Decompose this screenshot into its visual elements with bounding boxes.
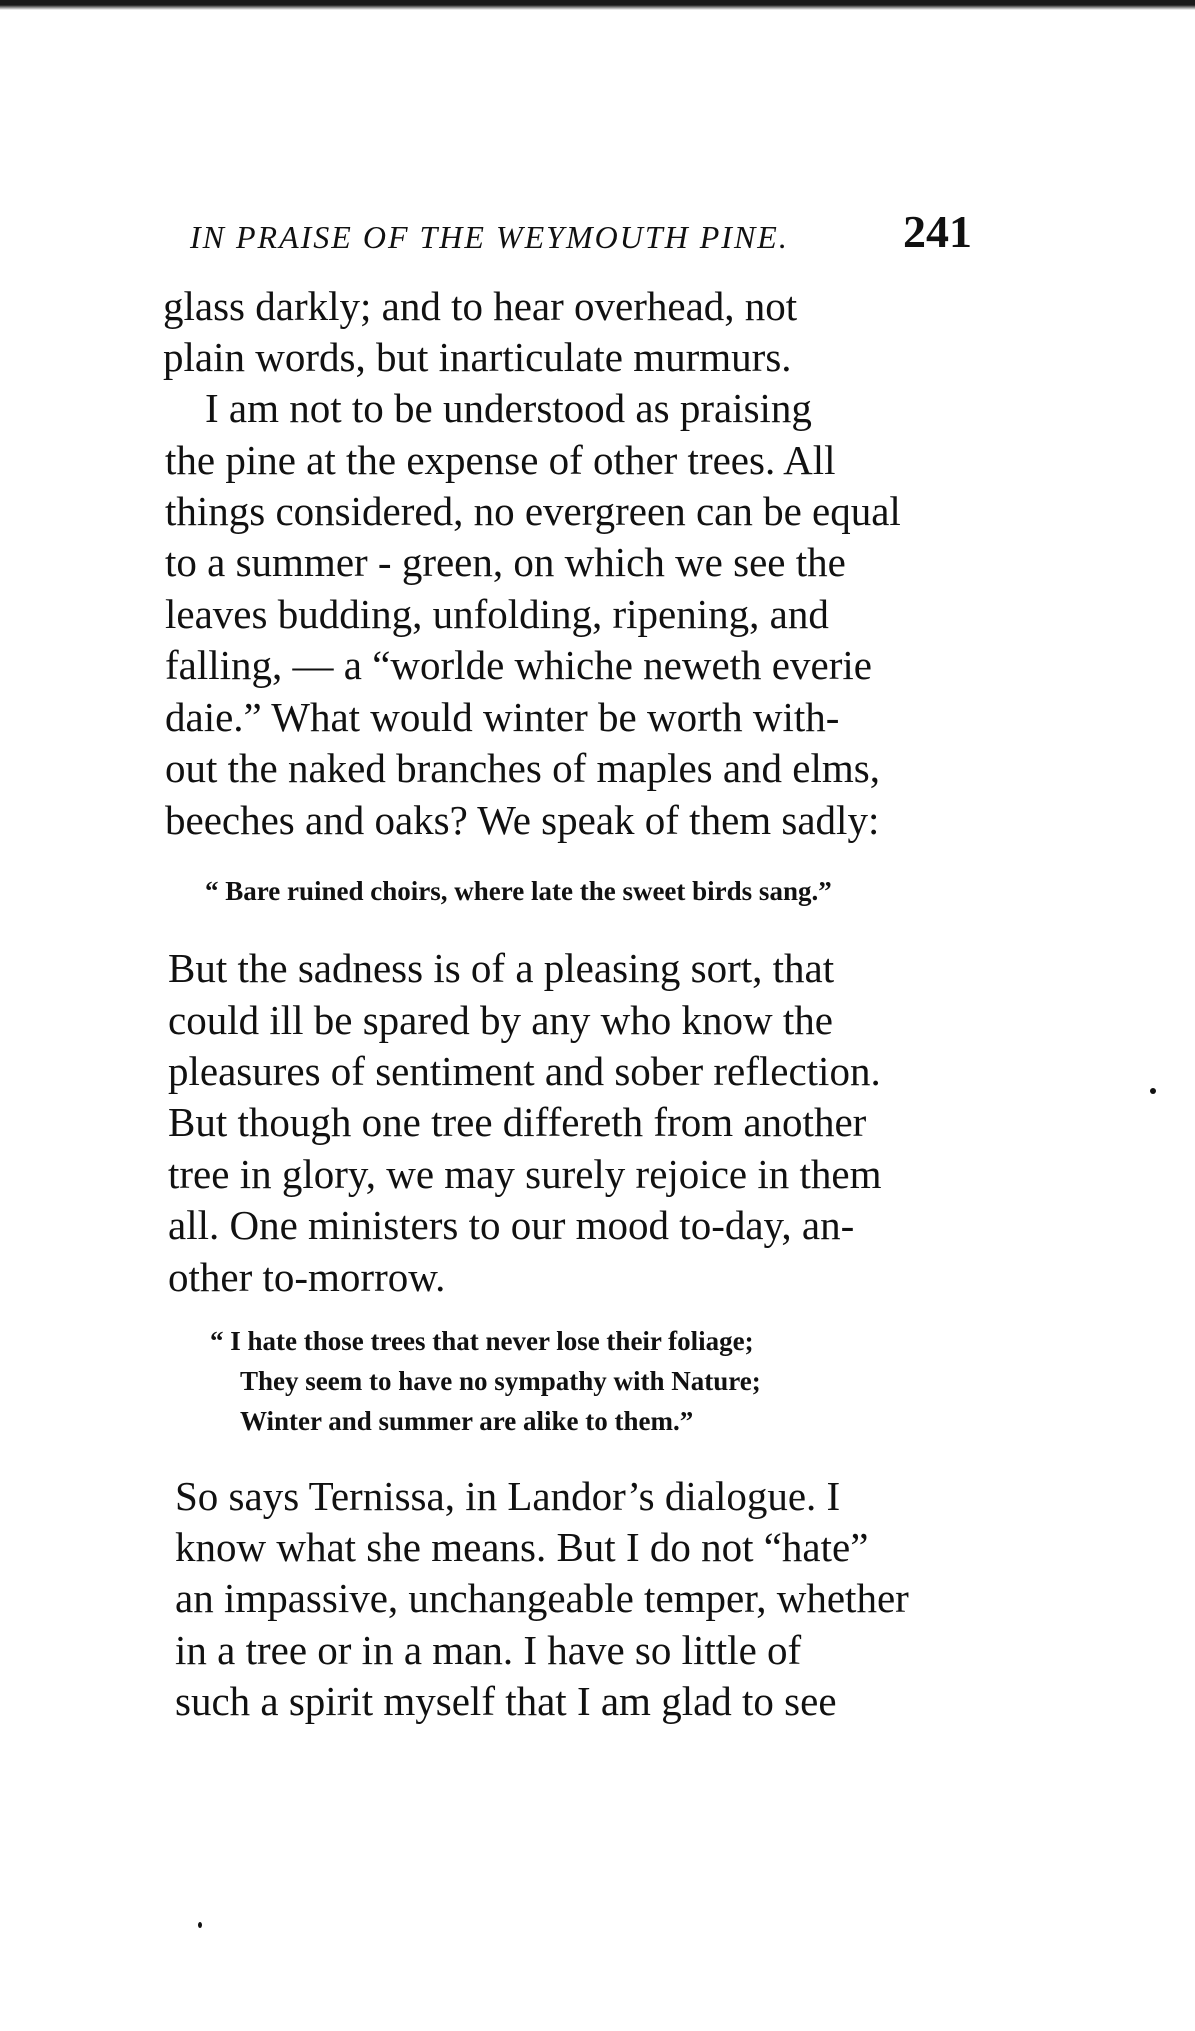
quote-line: “ I hate those trees that never lose their foliage; bbox=[210, 1326, 754, 1356]
text-line: But though one tree differeth from another bbox=[168, 1099, 867, 1145]
text-line: pleasures of sentiment and sober reflection. bbox=[168, 1048, 881, 1094]
text-line: all. One ministers to our mood to-day, an- bbox=[168, 1202, 855, 1248]
running-head bbox=[190, 205, 1020, 265]
text-line: know what she means. But I do not “hate” bbox=[175, 1524, 869, 1570]
text-line: glass darkly; and to hear overhead, not bbox=[163, 283, 798, 329]
text-line: out the naked branches of maples and elms, bbox=[165, 745, 880, 791]
text-line: things considered, no evergreen can be equal bbox=[165, 488, 901, 534]
text-line: such a spirit myself that I am glad to see bbox=[175, 1678, 837, 1724]
text-line: plain words, but inarticulate murmurs. bbox=[163, 334, 792, 380]
running-title: IN PRAISE OF THE WEYMOUTH PINE. bbox=[190, 219, 789, 255]
text-line: could ill be spared by any who know the bbox=[168, 997, 833, 1043]
text-line: the pine at the expense of other trees. All bbox=[165, 437, 836, 483]
text-line: I am not to be understood as praising bbox=[205, 385, 812, 431]
text-line: leaves budding, unfolding, ripening, and bbox=[165, 591, 829, 637]
quote-line: Winter and summer are alike to them.” bbox=[240, 1406, 694, 1436]
text-line: an impassive, unchangeable temper, whether bbox=[175, 1575, 909, 1621]
text-line: So says Ternissa, in Landor’s dialogue. I bbox=[175, 1473, 841, 1519]
ink-speck bbox=[198, 1922, 202, 1928]
text-line: falling, — a “worlde whiche neweth everie bbox=[165, 642, 872, 688]
text-line: tree in glory, we may surely rejoice in them bbox=[168, 1151, 882, 1197]
page-number: 241 bbox=[903, 206, 972, 257]
text-line: to a summer - green, on which we see the bbox=[165, 539, 846, 585]
quote-line: “ Bare ruined choirs, where late the sweet birds sang.” bbox=[205, 876, 832, 906]
text-line: other to-morrow. bbox=[168, 1254, 446, 1300]
page-top-edge bbox=[0, 0, 1195, 10]
text-line: daie.” What would winter be worth with- bbox=[165, 694, 840, 740]
quote-line: They seem to have no sympathy with Nature; bbox=[240, 1366, 761, 1396]
text-line: But the sadness is of a pleasing sort, that bbox=[168, 945, 835, 991]
text-line: beeches and oaks? We speak of them sadly: bbox=[165, 797, 880, 843]
ink-speck bbox=[1150, 1088, 1156, 1094]
text-line: in a tree or in a man. I have so little of bbox=[175, 1627, 802, 1673]
